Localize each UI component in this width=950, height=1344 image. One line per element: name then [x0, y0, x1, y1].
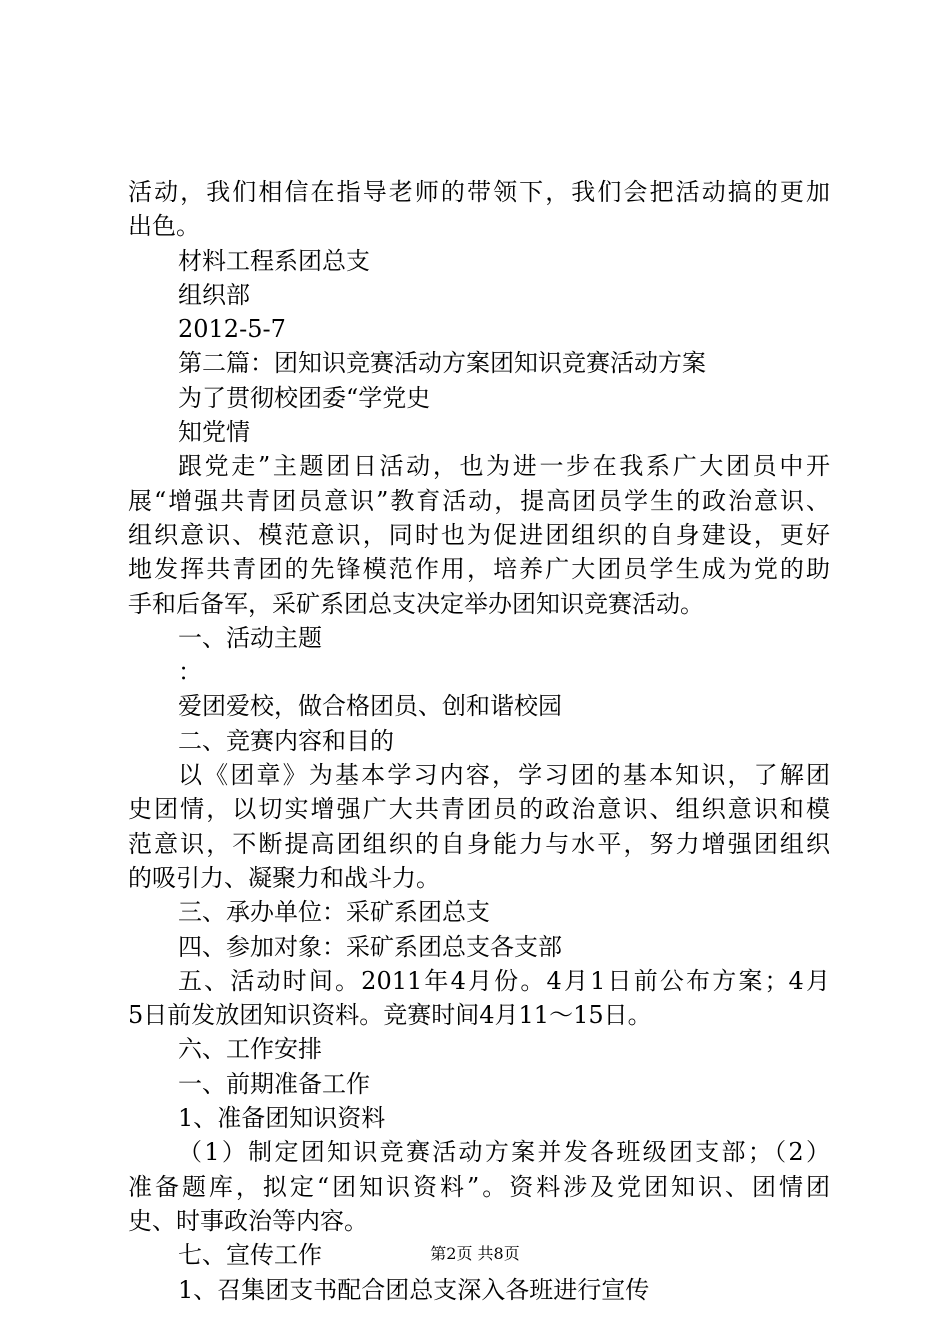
text-line: 五、活动时间。2011年4月份。4月1日前公布方案；4月 [178, 966, 830, 995]
text-line: 1、准备团知识资料 [178, 1104, 386, 1133]
text-line: 的吸引力、凝聚力和战斗力。 [128, 863, 440, 892]
text-line: 范意识，不断提高团组织的自身能力与水平，努力增强团组织 [128, 829, 830, 858]
text-line: 六、工作安排 [178, 1035, 322, 1064]
text-line: 四、参加对象：采矿系团总支各支部 [178, 932, 562, 961]
text-line: 二、竞赛内容和目的 [178, 726, 394, 755]
document-body [128, 175, 830, 1307]
text-line: 史团情，以切实增强广大共青团员的政治意识、组织意识和模 [128, 795, 830, 824]
text-line: 以《团章》为基本学习内容，学习团的基本知识，了解团 [178, 761, 830, 790]
text-line: 材料工程系团总支 [178, 246, 370, 275]
text-line: 出色。 [128, 212, 200, 241]
text-line: 爱团爱校，做合格团员、创和谐校园 [178, 692, 562, 721]
text-line: 一、前期准备工作 [178, 1069, 370, 1098]
text-line: 组织部 [178, 280, 250, 309]
text-line: 1、召集团支书配合团总支深入各班进行宣传 [178, 1275, 650, 1304]
page-footer: 第2页 共8页 [430, 1244, 520, 1263]
text-line: 地发挥共青团的先锋模范作用，培养广大团员学生成为党的助 [128, 555, 830, 584]
text-line: 知党情 [178, 418, 250, 447]
text-line: 2012-5-7 [178, 315, 286, 344]
text-line: （1）制定团知识竞赛活动方案并发各班级团支部；（2） [178, 1138, 830, 1167]
text-line: 三、承办单位：采矿系团总支 [178, 898, 490, 927]
text-line: 手和后备军，采矿系团总支决定举办团知识竞赛活动。 [128, 589, 704, 618]
text-line: ： [178, 658, 202, 687]
text-line: 为了贯彻校团委“学党史 [178, 383, 431, 412]
text-line: 活动，我们相信在指导老师的带领下，我们会把活动搞的更加 [128, 178, 830, 206]
text-line: 5日前发放团知识资料。竞赛时间4月11～15日。 [128, 1001, 652, 1030]
text-line: 七、宣传工作 [178, 1241, 322, 1270]
text-line: 组织意识、模范意识，同时也为促进团组织的自身建设，更好 [128, 520, 830, 549]
text-line: 一、活动主题 [178, 623, 322, 652]
text-line: 第二篇：团知识竞赛活动方案团知识竞赛活动方案 [178, 349, 706, 378]
text-line: 准备题库，拟定“团知识资料”。资料涉及党团知识、团情团 [128, 1172, 830, 1201]
text-line: 展“增强共青团员意识”教育活动，提高团员学生的政治意识、 [128, 486, 830, 515]
text-line: 跟党走”主题团日活动，也为进一步在我系广大团员中开 [178, 452, 830, 481]
text-line: 史、时事政治等内容。 [128, 1206, 368, 1235]
